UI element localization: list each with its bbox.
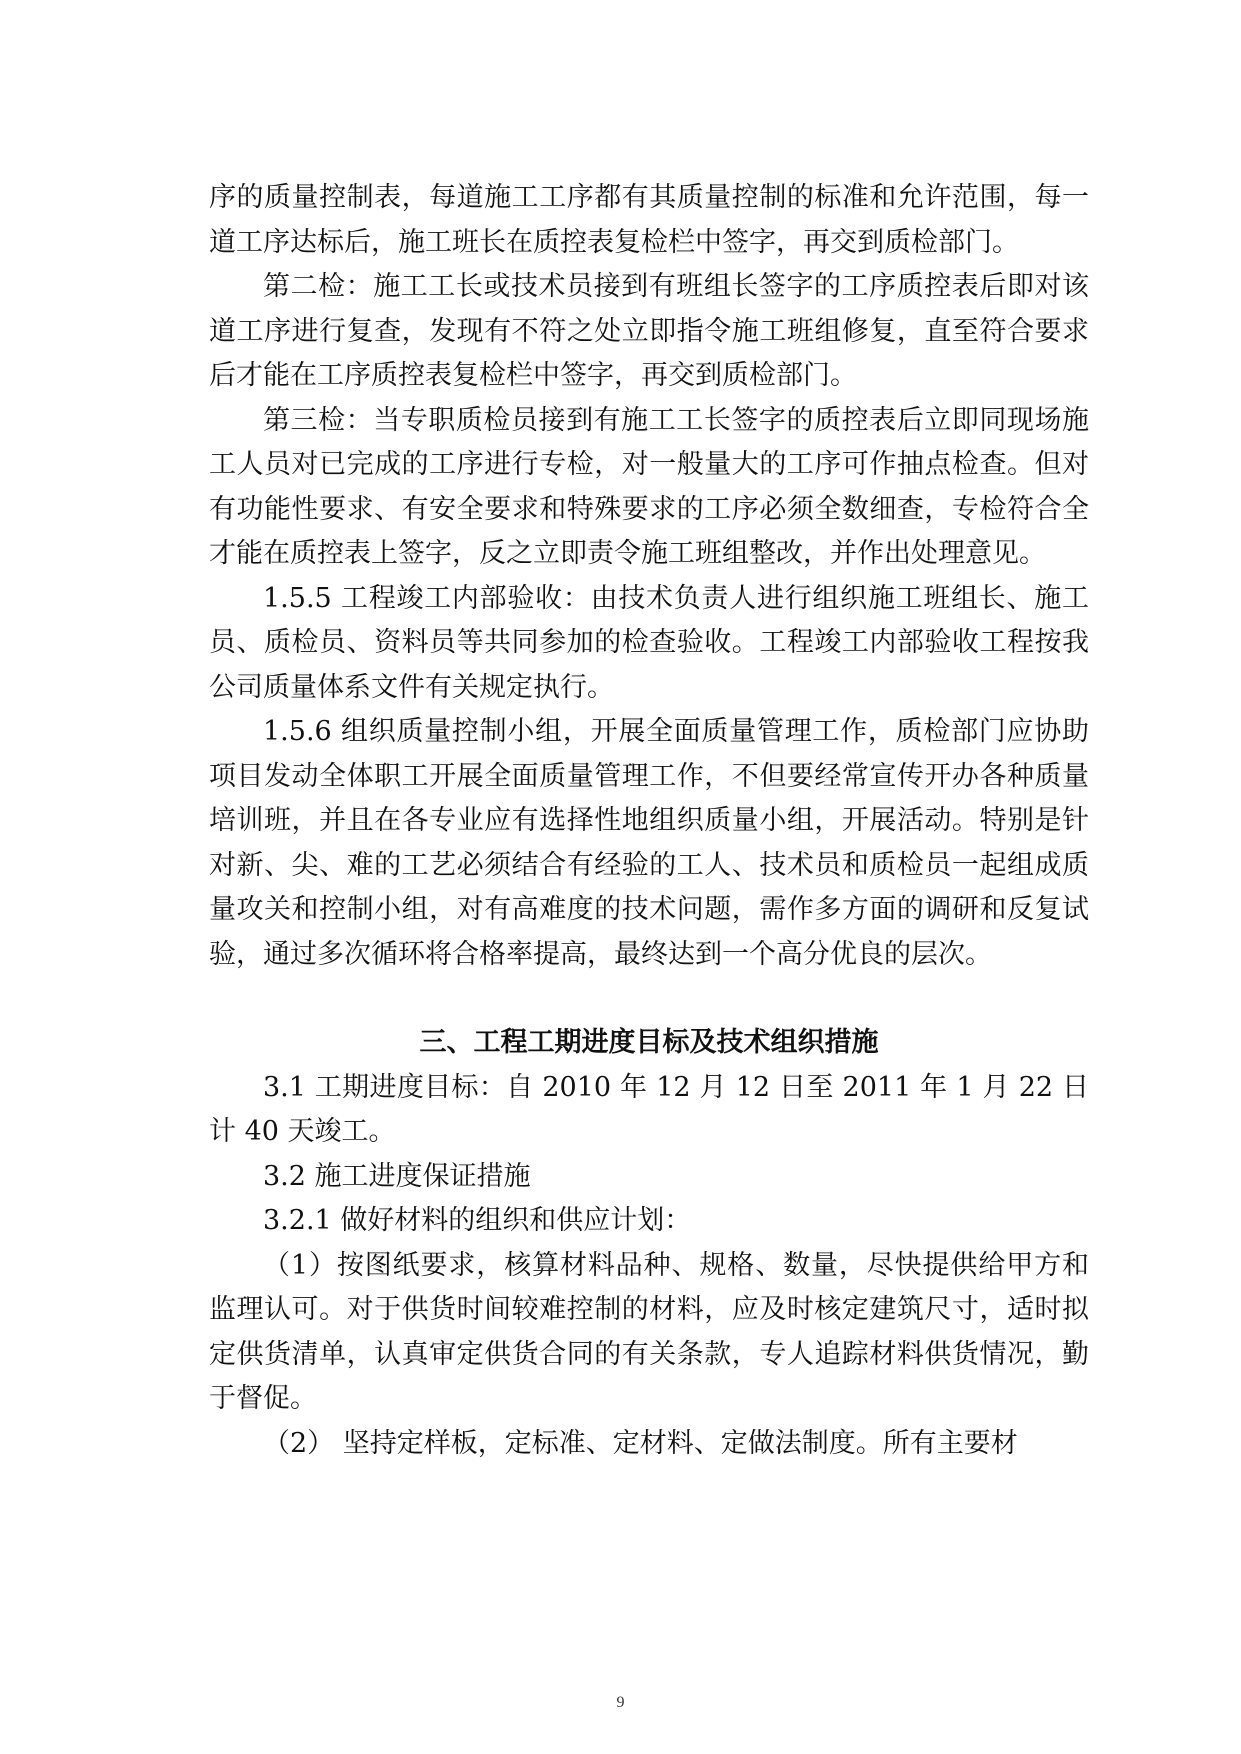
paragraph-3-2: 3.2 施工进度保证措施 bbox=[263, 1160, 531, 1192]
paragraph-3-1: 3.1 工期进度目标：自 2010 年 12 月 12 日至 2011 年 1 月 22 日计 40 天竣工。 bbox=[209, 1071, 1089, 1147]
page-number: 9 bbox=[616, 1694, 625, 1711]
paragraph-second-inspection: 第二检：施工工长或技术员接到有班组长签字的工序质控表后即对该道工序进行复查，发现有不符之处立即指令施工班组修复，直至符合要求后才能在工序质控表复检栏中签字，再交到质检部门。 bbox=[209, 271, 1089, 391]
paragraph-1-5-5: 1.5.5 工程竣工内部验收：由技术负责人进行组织施工班组长、施工员、质检员、资料员等共同参加的检查验收。工程竣工内部验收工程按我公司质量体系文件有关规定执行。 bbox=[209, 582, 1089, 703]
paragraph-3-2-1: 3.2.1 做好材料的组织和供应计划： bbox=[263, 1205, 692, 1236]
document-body bbox=[209, 176, 1089, 1466]
paragraph-item-1: （1）按图纸要求，核算材料品种、规格、数量，尽快提供给甲方和监理认可。对于供货时间较难控制的材料，应及时核定建筑尺寸，适时拟定供货清单，认真审定供货合同的有关条款，专人追踪材料供货情况，勤于督促。 bbox=[209, 1249, 1089, 1414]
section-heading: 三、工程工期进度目标及技术组织措施 bbox=[419, 1027, 879, 1058]
paragraph-third-inspection: 第三检：当专职质检员接到有施工工长签字的质控表后立即同现场施工人员对已完成的工序进行专检，对一般量大的工序可作抽点检查。但对有功能性要求、有安全要求和特殊要求的工序必须全数细查，专检符合全才能在质控表上签字，反之立即责令施工班组整改，并作出处理意见。 bbox=[209, 404, 1089, 569]
paragraph-item-2: （2） 坚持定样板，定标准、定材料、定做法制度。所有主要材 bbox=[263, 1427, 1018, 1459]
paragraph-1-5-6: 1.5.6 组织质量控制小组，开展全面质量管理工作，质检部门应协助项目发动全体职工开展全面质量管理工作，不但要经常宣传开办各种质量培训班，并且在各专业应有选择性地组织质量小组，开展活动。特别是针对新、尖、难的工艺必须结合有经验的工人、技术员和质检员一起组成质量攻关和控制小组，对有高难度的技术问题，需作多方面的调研和反复试验，通过多次循环将合格率提高，最终达到一个高分优良的层次。 bbox=[209, 716, 1089, 970]
paragraph-continuation: 序的质量控制表，每道施工工序都有其质量控制的标准和允许范围，每一道工序达标后，施工班长在质控表复检栏中签字，再交到质检部门。 bbox=[209, 182, 1089, 258]
